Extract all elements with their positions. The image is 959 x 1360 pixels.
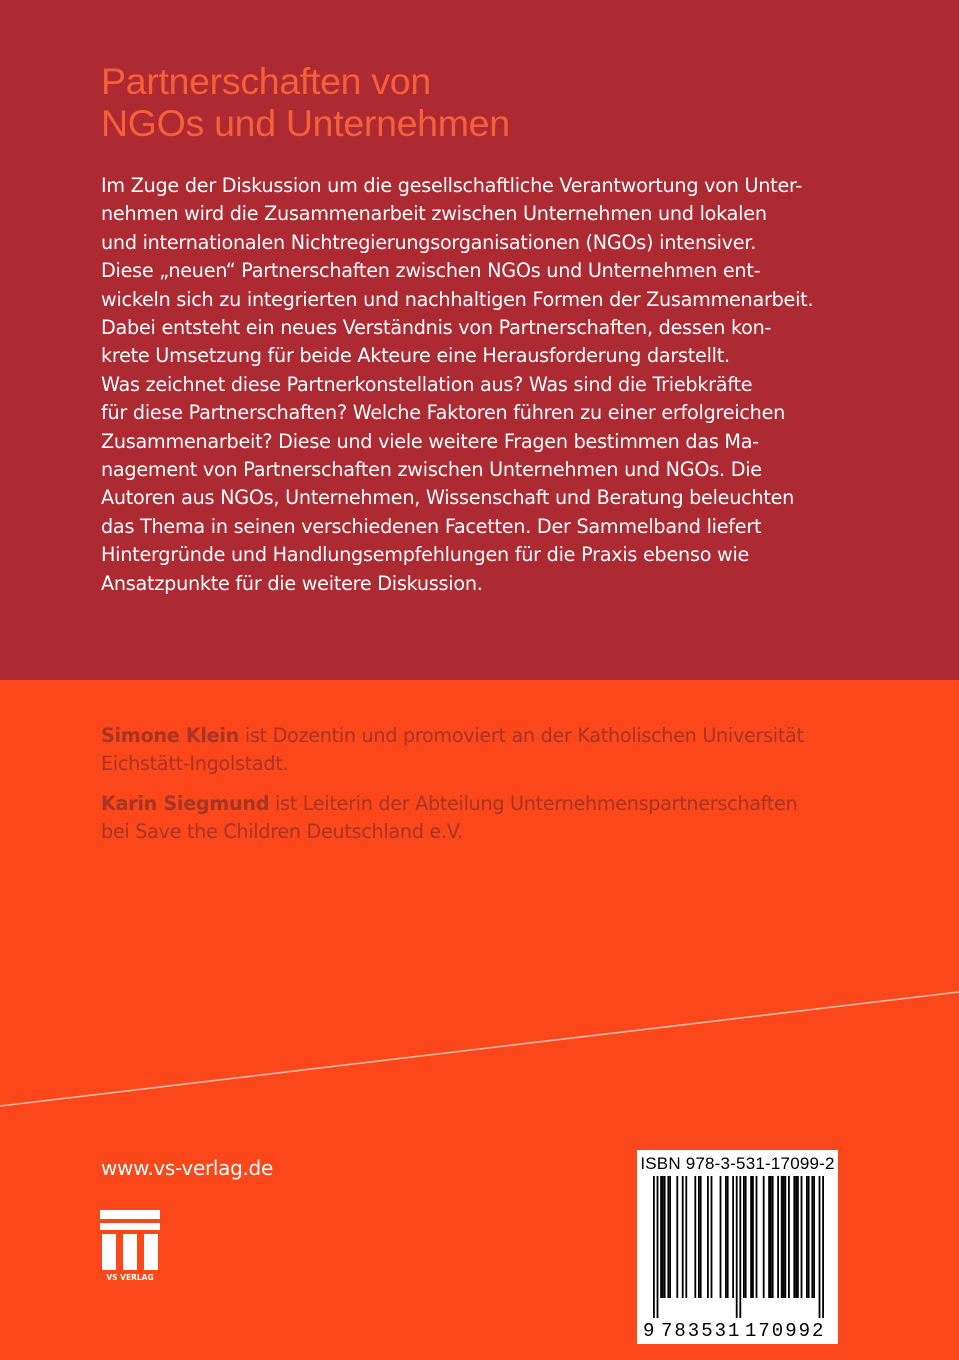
barcode-icon	[637, 1174, 838, 1324]
barcode-bar	[768, 1176, 770, 1298]
barcode-bar	[694, 1176, 696, 1298]
barcode-bar	[700, 1176, 702, 1298]
barcode-bar	[707, 1176, 709, 1298]
barcode-bar	[682, 1176, 684, 1298]
blurb-line: Im Zuge der Diskussion um die gesellschaftliche Verantwortung von Unter-	[101, 174, 803, 197]
logo-wordmark: VS VERLAG	[106, 1273, 154, 1282]
barcode-bar	[808, 1176, 810, 1298]
author-name: Simone Klein	[101, 724, 240, 747]
barcode-bar	[819, 1176, 821, 1318]
blurb-line: Hintergründe und Handlungsempfehlungen für die Praxis ebenso wie	[101, 543, 750, 567]
barcode-bar	[783, 1176, 785, 1298]
author-name: Karin Siegmund	[101, 792, 270, 815]
blurb-line: das Thema in seinen verschiedenen Facetten. Der Sammelband liefert	[101, 514, 762, 538]
barcode-bar	[797, 1176, 799, 1298]
blurb-line: für diese Partnerschaften? Welche Faktoren führen zu einer erfolgreichen	[101, 401, 786, 425]
book-title-line: Partnerschaften von	[101, 60, 431, 102]
barcode-bar	[763, 1176, 765, 1298]
blurb-line: Autoren aus NGOs, Unternehmen, Wissenschaft und Beratung beleuchten	[101, 486, 795, 510]
barcode-bar	[770, 1176, 772, 1298]
barcode-bar	[667, 1176, 669, 1298]
barcode-bar	[772, 1176, 774, 1298]
barcode-bar	[793, 1176, 795, 1298]
barcode-bar	[752, 1176, 754, 1298]
barcode-bar	[822, 1176, 824, 1318]
barcode-bar	[743, 1176, 745, 1298]
barcode-bar	[725, 1176, 727, 1298]
barcode-bar	[806, 1176, 808, 1298]
book-blurb	[101, 172, 881, 598]
barcode-digits-left: 783531	[661, 1320, 742, 1342]
barcode-bar	[739, 1176, 741, 1318]
barcode-bar	[813, 1176, 815, 1298]
barcode-bar	[676, 1176, 678, 1298]
author-bio-simone-klein	[101, 722, 804, 778]
author-bio-line	[101, 790, 797, 818]
author-bio-karin-siegmund	[101, 790, 797, 846]
book-title-line: NGOs und Unternehmen	[101, 102, 510, 144]
barcode-bar	[750, 1176, 752, 1298]
blurb-line: krete Umsetzung für beide Akteure eine Herausforderung darstellt.	[101, 344, 730, 368]
barcode-bar	[685, 1176, 687, 1298]
author-bio-line	[101, 722, 804, 750]
blurb-line: und internationalen Nichtregierungsorganisationen (NGOs) intensiver.	[101, 230, 757, 254]
barcode-bar	[660, 1176, 662, 1298]
isbn-label: ISBN 978-3-531-17099-2	[640, 1154, 835, 1173]
barcode-bar	[662, 1176, 664, 1298]
barcode-bar	[795, 1176, 797, 1298]
blurb-line: Diese „neuen“ Partnerschaften zwischen NGOs und Unternehmen ent-	[101, 259, 761, 283]
barcode-bar	[720, 1176, 722, 1298]
barcode-bar	[781, 1176, 783, 1298]
barcode-bar	[784, 1176, 786, 1298]
barcode-bar	[736, 1176, 738, 1318]
publisher-website: www.vs-verlag.de	[101, 1156, 273, 1180]
blurb-line: Ansatzpunkte für die weitere Diskussion.	[101, 571, 483, 595]
barcode-bar	[664, 1176, 666, 1298]
blurb-line: nagement von Partnerschaften zwischen Unternehmen und NGOs. Die	[101, 458, 762, 482]
blurb-line: Zusammenarbeit? Diese und viele weitere Fragen bestimmen das Ma-	[101, 429, 759, 453]
barcode-bar	[669, 1176, 671, 1298]
author-bio-line: Eichstätt-Ingolstadt.	[101, 752, 289, 775]
author-bio-text: ist Dozentin und promoviert an der Katholischen Universität	[239, 724, 804, 747]
barcode-bar	[653, 1176, 655, 1318]
isbn-barcode	[637, 1150, 838, 1344]
barcode-bar	[727, 1176, 729, 1298]
barcode-bar	[745, 1176, 747, 1298]
vs-verlag-logo-icon	[100, 1210, 162, 1284]
barcode-bar	[756, 1176, 758, 1298]
author-bio-text: ist Leiterin der Abteilung Unternehmenspartnerschaften	[269, 792, 798, 815]
barcode-bar	[811, 1176, 813, 1298]
blurb-line: Was zeichnet diese Partnerkonstellation aus? Was sind die Triebkräfte	[101, 372, 753, 396]
barcode-bar	[801, 1176, 803, 1298]
blurb-line: wickeln sich zu integrierten und nachhaltigen Formen der Zusammenarbeit.	[101, 287, 814, 311]
blurb-line: nehmen wird die Zusammenarbeit zwischen Unternehmen und lokalen	[101, 202, 767, 226]
barcode-digits-right: 170992	[745, 1320, 826, 1342]
blurb-line: Dabei entsteht ein neues Verständnis von Partnerschaften, dessen kon-	[101, 316, 772, 340]
barcode-bar	[657, 1176, 659, 1318]
book-title	[101, 60, 901, 144]
author-bio-line: bei Save the Children Deutschland e.V.	[101, 820, 463, 843]
barcode-digit-first: 9	[643, 1320, 655, 1342]
barcode-bar	[711, 1176, 713, 1298]
barcode-bar	[732, 1176, 734, 1298]
barcode-bar	[777, 1176, 779, 1298]
barcode-bar	[698, 1176, 700, 1298]
barcode-bar	[788, 1176, 790, 1298]
